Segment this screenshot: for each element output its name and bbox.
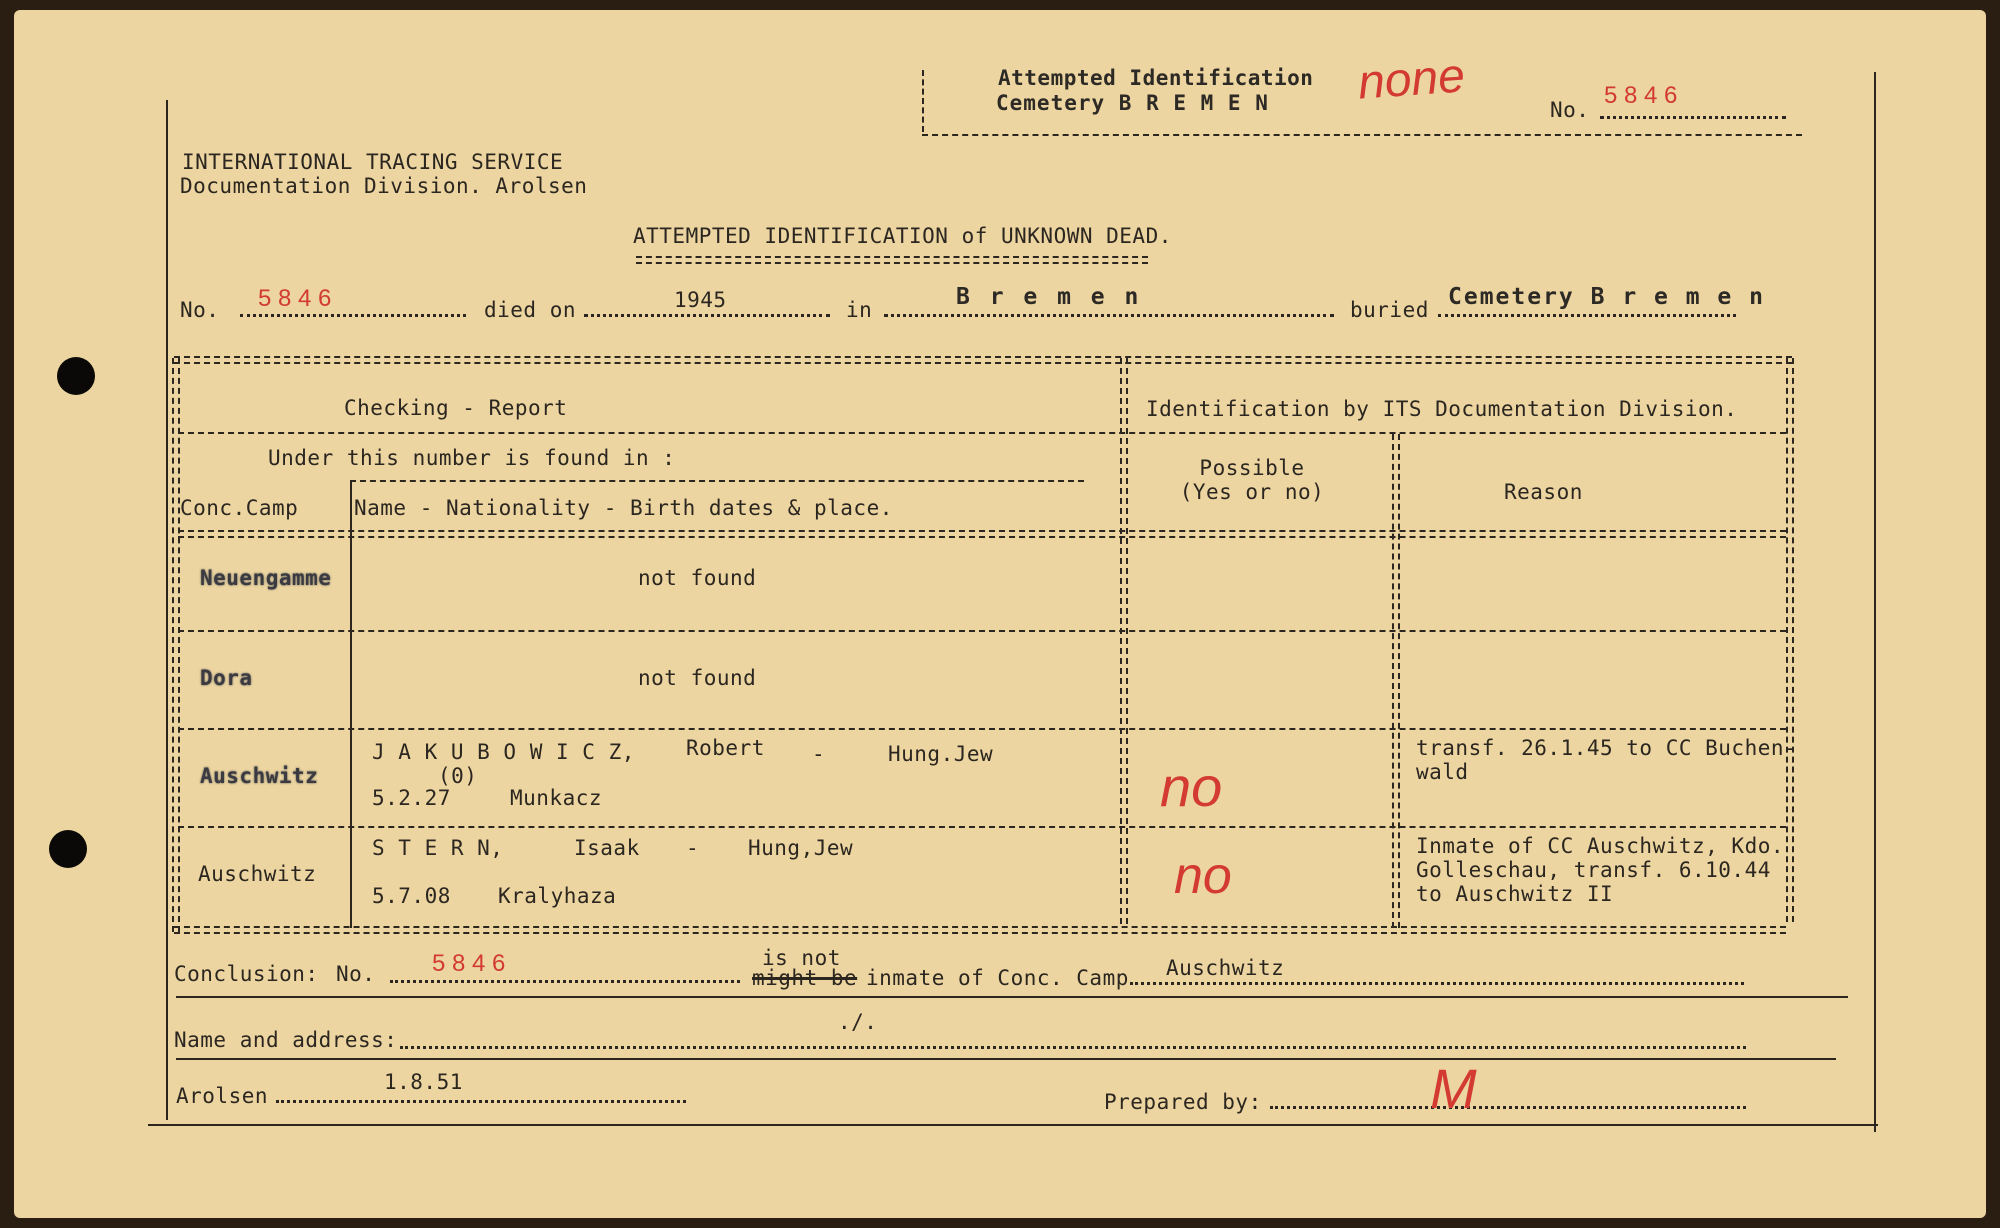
checking-report-header: Checking - Report [344, 396, 568, 420]
prepared-by-dots [1270, 1106, 1746, 1109]
row2-camp: Dora [200, 666, 253, 690]
table-row1-rule [178, 630, 1786, 632]
table-left-border [172, 358, 180, 932]
frame-bottom-line [148, 1124, 1878, 1126]
row3-birth-date: 5.2.27 [372, 786, 451, 810]
row3-possible: no [1160, 755, 1223, 818]
row3-reason-line2: wald [1416, 760, 1469, 784]
header-no-value: 5 8 4 6 [1604, 82, 1678, 109]
row3-nationality: Hung.Jew [888, 742, 994, 766]
conclusion-no-label: No. [336, 962, 376, 986]
row1-result: not found [638, 566, 757, 590]
identification-header: Identification by ITS Documentation Division. [1146, 397, 1738, 421]
header-stamp-line1: Attempted Identification [998, 66, 1314, 90]
in-dots [884, 314, 1334, 317]
row3-birth-place: Munkacz [510, 786, 603, 810]
row4-dash: - [686, 836, 700, 860]
col-header-camp: Conc.Camp [180, 496, 299, 520]
row4-camp: Auschwitz [198, 862, 317, 886]
conclusion-struck-text: might be [752, 966, 858, 990]
col-header-possible-hint: (Yes or no) [1179, 480, 1325, 504]
name-address-value: ./. [838, 1010, 878, 1034]
conclusion-camp: Auschwitz [1166, 956, 1285, 980]
footer-place-label: Arolsen [176, 1084, 269, 1108]
org-name: INTERNATIONAL TRACING SERVICE [182, 150, 564, 174]
name-address-label: Name and address: [174, 1028, 398, 1052]
row4-surname: S T E R N, [372, 836, 504, 860]
conclusion-no-value: 5 8 4 6 [432, 950, 506, 977]
record-no-value: 5 8 4 6 [258, 285, 332, 312]
prepared-by-signature: M [1430, 1057, 1477, 1120]
conclusion-inmate-label: inmate of Conc. Camp [866, 966, 1129, 990]
died-on-value: 1945 [674, 288, 727, 312]
row4-possible: no [1174, 847, 1232, 905]
row4-birth-date: 5.7.08 [372, 884, 451, 908]
row4-birth-place: Kralyhaza [498, 884, 617, 908]
row3-reason-line1: transf. 26.1.45 to CC Buchen- [1416, 736, 1798, 760]
record-no-label: No. [180, 298, 220, 322]
org-division: Documentation Division. Arolsen [180, 174, 588, 198]
conclusion-rule [176, 996, 1848, 998]
in-value: B r e m e n [956, 284, 1142, 310]
row1-camp: Neuengamme [200, 566, 332, 590]
header-box-bottom [922, 134, 1802, 136]
row3-dash: - [812, 742, 826, 766]
col-header-name: Name - Nationality - Birth dates & place. [354, 496, 893, 520]
died-on-dots [584, 314, 830, 317]
table-divider-main [1120, 358, 1128, 924]
prepared-by-label: Prepared by: [1104, 1090, 1262, 1114]
table-row2-rule [178, 728, 1786, 730]
found-in-header: Under this number is found in : [268, 446, 676, 470]
col-header-reason: Reason [1504, 480, 1583, 504]
conclusion-no-dots [390, 980, 740, 983]
row4-reason-line2: Golleschau, transf. 6.10.44 [1416, 858, 1771, 882]
frame-left-line [166, 100, 168, 1120]
found-in-underline [350, 480, 1084, 482]
row3-camp: Auschwitz [200, 764, 319, 788]
row3-surname: J A K U B O W I C Z, [372, 740, 635, 764]
col-header-possible: Possible [1199, 456, 1305, 480]
table-row3-rule [178, 826, 1786, 828]
table-divider-possible [1392, 434, 1400, 928]
table-divider-camp [350, 482, 352, 928]
in-label: in [846, 298, 873, 322]
footer-date: 1.8.51 [384, 1070, 463, 1094]
buried-dots [1438, 314, 1736, 317]
table-column-header-rule [178, 530, 1786, 538]
footer-date-dots [276, 1100, 686, 1103]
conclusion-label: Conclusion: [174, 962, 319, 986]
title-underline [636, 256, 1148, 264]
record-no-dots [240, 314, 466, 317]
table-header-rule [178, 432, 1786, 434]
row3-firstname: Robert [686, 736, 765, 760]
table-right-border [1786, 358, 1794, 922]
table-top-border [174, 356, 1792, 364]
document-title: ATTEMPTED IDENTIFICATION of UNKNOWN DEAD. [633, 224, 1172, 248]
conclusion-is-not: is not [762, 946, 841, 970]
conclusion-camp-dots [1130, 982, 1744, 985]
name-address-rule [176, 1058, 1836, 1060]
header-no-label: No. [1550, 98, 1590, 122]
punch-hole-bottom [49, 830, 87, 868]
buried-value: Cemetery B r e m e n [1448, 284, 1765, 310]
row3-birth-sup: (0) [438, 764, 478, 788]
row4-nationality: Hung,Jew [748, 836, 854, 860]
header-stamp-line2: Cemetery B R E M E N [996, 91, 1269, 115]
died-on-label: died on [484, 298, 577, 322]
header-no-dots [1600, 116, 1786, 119]
row2-result: not found [638, 666, 757, 690]
buried-label: buried [1350, 298, 1429, 322]
name-address-dots [400, 1046, 1746, 1049]
punch-hole-top [57, 357, 95, 395]
row4-reason-line3: to Auschwitz II [1416, 882, 1614, 906]
frame-right-line [1874, 72, 1876, 1132]
table-bottom-border [174, 926, 1786, 934]
header-box-left [922, 70, 924, 132]
row4-reason-line1: Inmate of CC Auschwitz, Kdo. [1416, 834, 1785, 858]
handwritten-none-note: none [1356, 49, 1467, 110]
row4-firstname: Isaak [574, 836, 640, 860]
